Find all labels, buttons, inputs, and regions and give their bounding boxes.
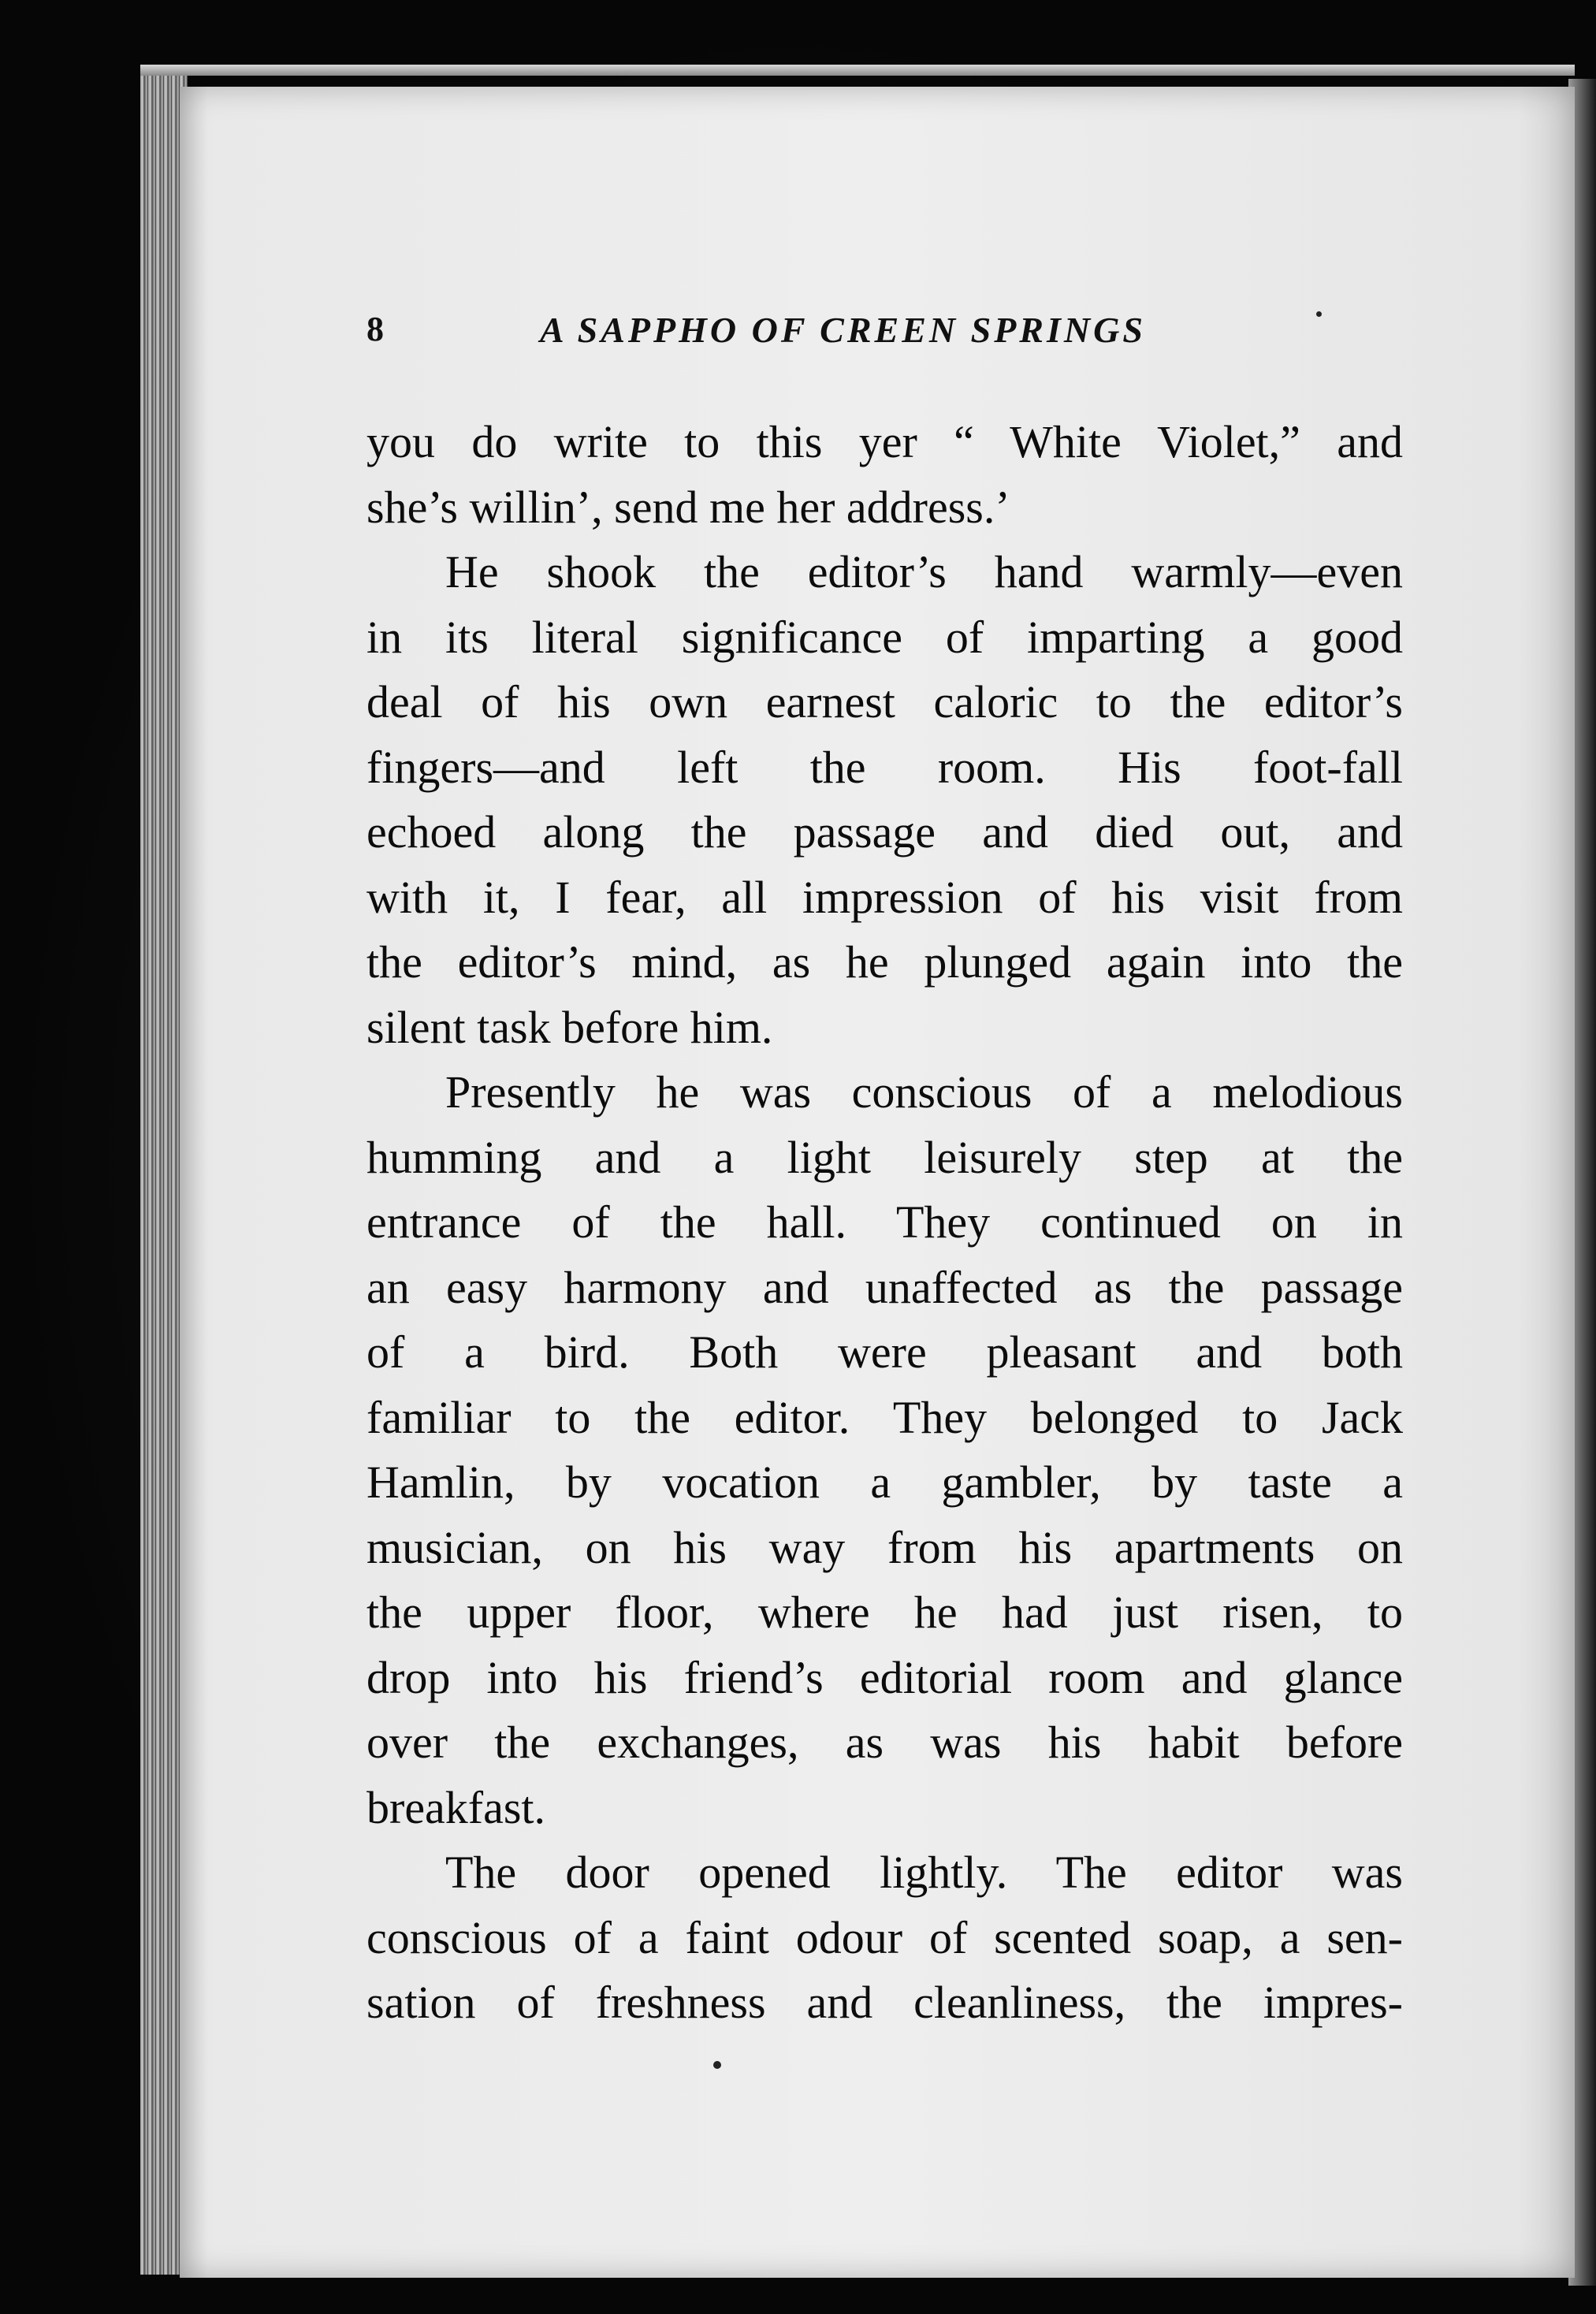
running-title: A SAPPHO OF CREEN SPRINGS — [540, 310, 1146, 350]
text-line: breakfast. — [366, 1781, 546, 1833]
text-line: deal of his own earnest caloric to the editor’s — [366, 676, 1403, 727]
text-line: with it, I fear, all impression of his visit from — [366, 871, 1403, 923]
text-line: of a bird. Both were pleasant and both — [366, 1326, 1403, 1378]
text-line: conscious of a faint odour of scented soap, a sen- — [366, 1911, 1403, 1963]
text-line: over the exchanges, as was his habit before — [366, 1717, 1403, 1768]
page-header — [366, 309, 1407, 356]
text-line: an easy harmony and unaffected as the passage — [366, 1261, 1403, 1313]
text-line: fingers—and left the room. His foot-fall — [366, 741, 1403, 793]
print-speck — [713, 2061, 721, 2069]
page-number: 8 — [366, 310, 384, 348]
text-line: Presently he was conscious of a melodious — [445, 1066, 1403, 1118]
text-line: the editor’s mind, as he plunged again into the — [366, 936, 1403, 988]
text-line: sation of freshness and cleanliness, the impres- — [366, 1977, 1403, 2028]
text-line: humming and a light leisurely step at the — [366, 1131, 1403, 1183]
text-line: He shook the editor’s hand warmly—even — [445, 546, 1403, 597]
text-line: The door opened lightly. The editor was — [445, 1847, 1403, 1898]
text-line: drop into his friend’s editorial room and glance — [366, 1651, 1403, 1703]
text-line: entrance of the hall. They continued on in — [366, 1196, 1403, 1248]
text-line: Hamlin, by vocation a gambler, by taste a — [366, 1456, 1403, 1508]
text-line: she’s willin’, send me her address.’ — [366, 481, 1010, 533]
text-line: the upper floor, where he had just risen, to — [366, 1587, 1403, 1638]
text-line: musician, on his way from his apartments on — [366, 1521, 1403, 1573]
text-line: familiar to the editor. They belonged to Jack — [366, 1391, 1403, 1443]
text-line: echoed along the passage and died out, and — [366, 806, 1403, 858]
text-line: you do write to this yer “ White Violet,” and — [366, 416, 1403, 467]
text-line: in its literal significance of imparting a good — [366, 611, 1403, 663]
print-speck — [1316, 311, 1322, 317]
text-line: silent task before him. — [366, 1001, 773, 1053]
body-text — [366, 410, 1403, 2036]
page-top-edge — [140, 65, 1575, 76]
